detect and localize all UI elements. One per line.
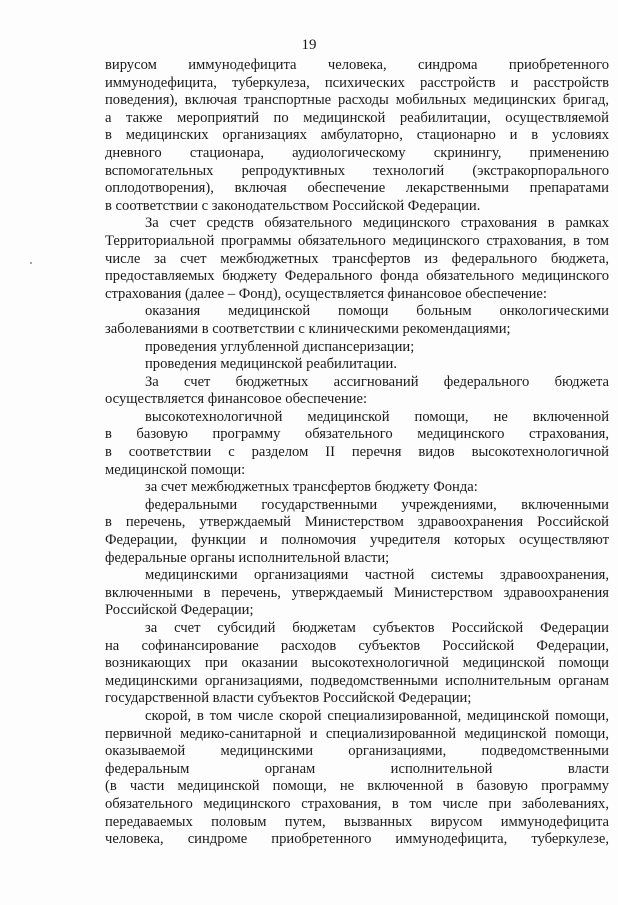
text-line: предоставляемых бюджету Федерального фонда обязательного медицинского	[105, 268, 609, 285]
text-line: а также мероприятий по медицинской реабилитации, осуществляемой	[105, 109, 609, 126]
text-line: обязательного медицинского страхования, в том числе при заболеваниях,	[105, 795, 609, 812]
text-line: в соответствии с разделом II перечня видов высокотехнологичной	[105, 444, 609, 461]
text-line: оплодотворения), включая обеспечение лекарственными препаратами	[105, 180, 609, 197]
text-line: включенными в перечень, утверждаемый Министерством здравоохранения	[105, 584, 609, 601]
text-line: вирусом иммунодефицита человека, синдрома приобретенного	[105, 57, 609, 73]
text-line: в перечень, утверждаемый Министерством здравоохранения Российской	[105, 514, 609, 531]
page-number: 19	[301, 37, 317, 53]
text-line: За счет бюджетных ассигнований федерального бюджета	[145, 373, 609, 390]
text-line: медицинскими организациями, подведомственными исполнительным органам	[105, 672, 609, 689]
text-line: в соответствии с законодательством Российской Федерации.	[105, 197, 481, 214]
text-line: федеральными государственными учреждениями, включенными	[145, 496, 609, 513]
text-line: иммунодефицита, туберкулеза, психических расстройств и расстройств	[105, 74, 609, 91]
body-text	[105, 57, 609, 849]
text-line: дневного стационара, аудиологическому скринингу, применению	[105, 144, 609, 161]
text-line: федеральным органам исполнительной власти	[105, 760, 609, 777]
text-line: на софинансирование расходов субъектов Российской Федерации,	[105, 637, 609, 654]
text-line: возникающих при оказании высокотехнологичной медицинской помощи	[105, 655, 609, 672]
text-line: поведения), включая транспортные расходы мобильных медицинских бригад,	[105, 92, 609, 109]
text-line: числе за счет межбюджетных трансфертов из федерального бюджета,	[105, 250, 609, 267]
text-line: вспомогательных репродуктивных технологий (экстракорпорального	[105, 162, 609, 179]
text-line: в базовую программу обязательного медицинского страхования,	[105, 426, 609, 443]
text-line: за счет межбюджетных трансфертов бюджету Фонда:	[145, 479, 478, 496]
text-line: за счет субсидий бюджетам субъектов Российской Федерации	[145, 620, 609, 636]
text-line: первичной медико-санитарной и специализированной медицинской помощи,	[105, 725, 609, 742]
text-line: медицинской помощи:	[105, 461, 246, 478]
text-line: Российской Федерации;	[105, 602, 254, 619]
margin-speck	[30, 262, 32, 264]
text-line: человека, синдроме приобретенного иммунодефицита, туберкулезе,	[105, 831, 609, 848]
text-line: (в части медицинской помощи, не включенной в базовую программу	[105, 778, 609, 795]
text-line: За счет средств обязательного медицинского страхования в рамках	[145, 215, 609, 232]
text-line: скорой, в том числе скорой специализированной, медицинской помощи,	[145, 707, 609, 724]
text-line: Федерации, функции и полномочия учредителя которых осуществляют	[105, 532, 609, 549]
text-line: высокотехнологичной медицинской помощи, не включенной	[145, 408, 609, 425]
text-line: передаваемых половым путем, вызванных вирусом иммунодефицита	[105, 813, 609, 830]
text-line: страхования (далее – Фонд), осуществляется финансовое обеспечение:	[105, 285, 547, 302]
text-line: проведения углубленной диспансеризации;	[145, 338, 415, 355]
text-line: оказания медицинской помощи больным онкологическими	[145, 303, 609, 320]
text-line: медицинскими организациями частной системы здравоохранения,	[145, 567, 609, 584]
text-line: федеральные органы исполнительной власти;	[105, 549, 390, 566]
text-line: осуществляется финансовое обеспечение:	[105, 391, 368, 408]
text-line: в медицинских организациях амбулаторно, стационарно и в условиях	[105, 127, 609, 144]
text-line: государственной власти субъектов Российской Федерации;	[105, 690, 472, 707]
text-line: проведения медицинской реабилитации.	[145, 356, 398, 373]
text-line: оказываемой медицинскими организациями, подведомственными	[105, 743, 609, 760]
text-line: заболеваниями в соответствии с клиническими рекомендациями;	[105, 320, 511, 337]
text-line: Территориальной программы обязательного медицинского страхования, в том	[105, 232, 609, 249]
